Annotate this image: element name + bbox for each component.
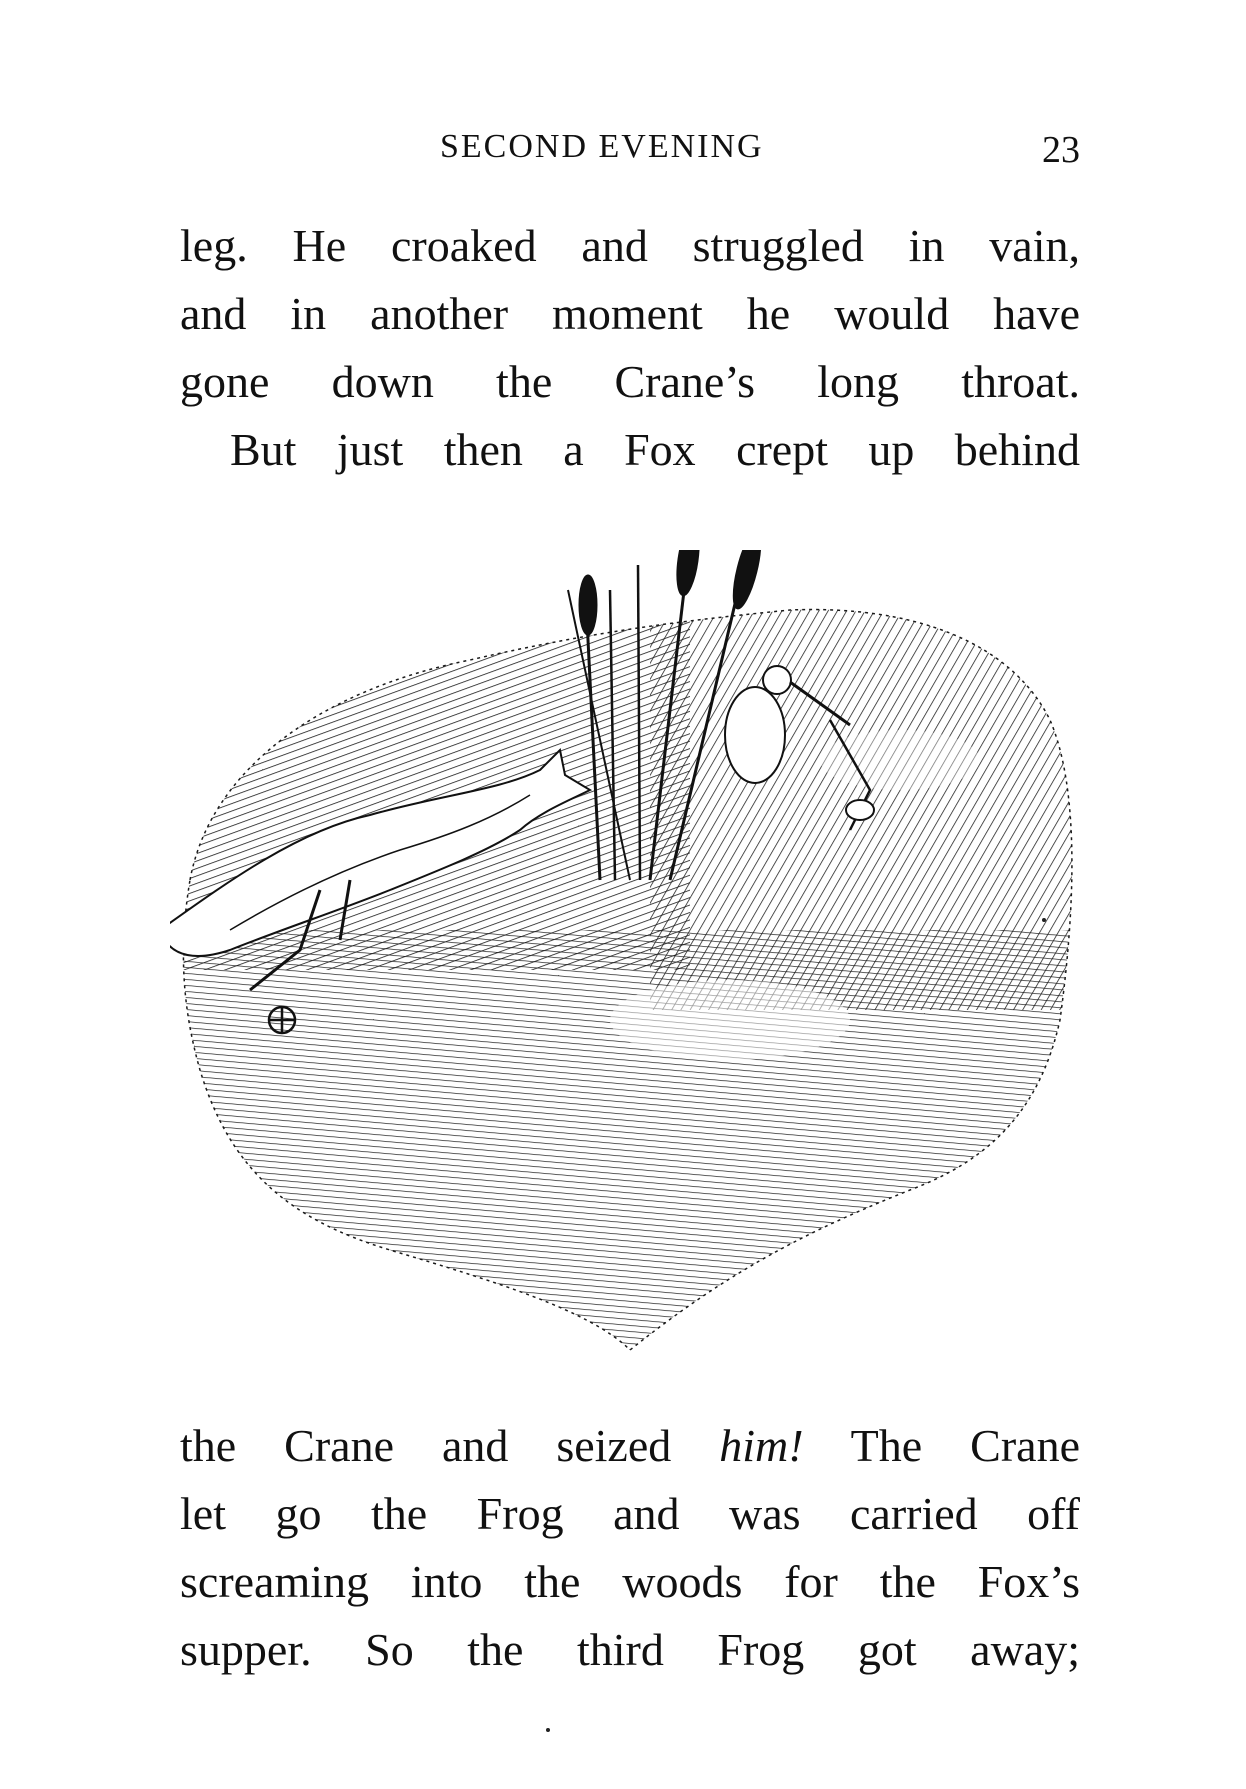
text-line: let go the Frog and was carried off [180,1488,1080,1539]
page-header [180,128,1080,178]
text-line: screaming into the woods for the Fox’s [180,1556,1080,1607]
print-speck [546,1728,550,1732]
print-speck [1042,918,1046,922]
artist-monogram [269,1007,295,1034]
fox-crane-illustration [170,550,1090,1370]
text-fragment: The Crane [803,1420,1080,1471]
text-line [180,1412,1080,1480]
text-line: and in another moment he would have [180,288,1080,339]
running-head: SECOND EVENING [440,128,764,165]
body-text-top [180,212,1080,484]
text-line: gone down the Crane’s long throat. [180,356,1080,407]
grass-vignette [170,550,1090,1370]
text-line: But just then a Fox crept up behind [230,424,1080,475]
text-line: supper. So the third Frog got away; [180,1624,1080,1675]
text-fragment: the Crane and seized [180,1420,720,1471]
text-line: leg. He croaked and struggled in vain, [180,220,1080,271]
body-text-bottom [180,1412,1080,1684]
italic-text: him! [719,1420,804,1471]
page-number: 23 [1042,129,1080,171]
